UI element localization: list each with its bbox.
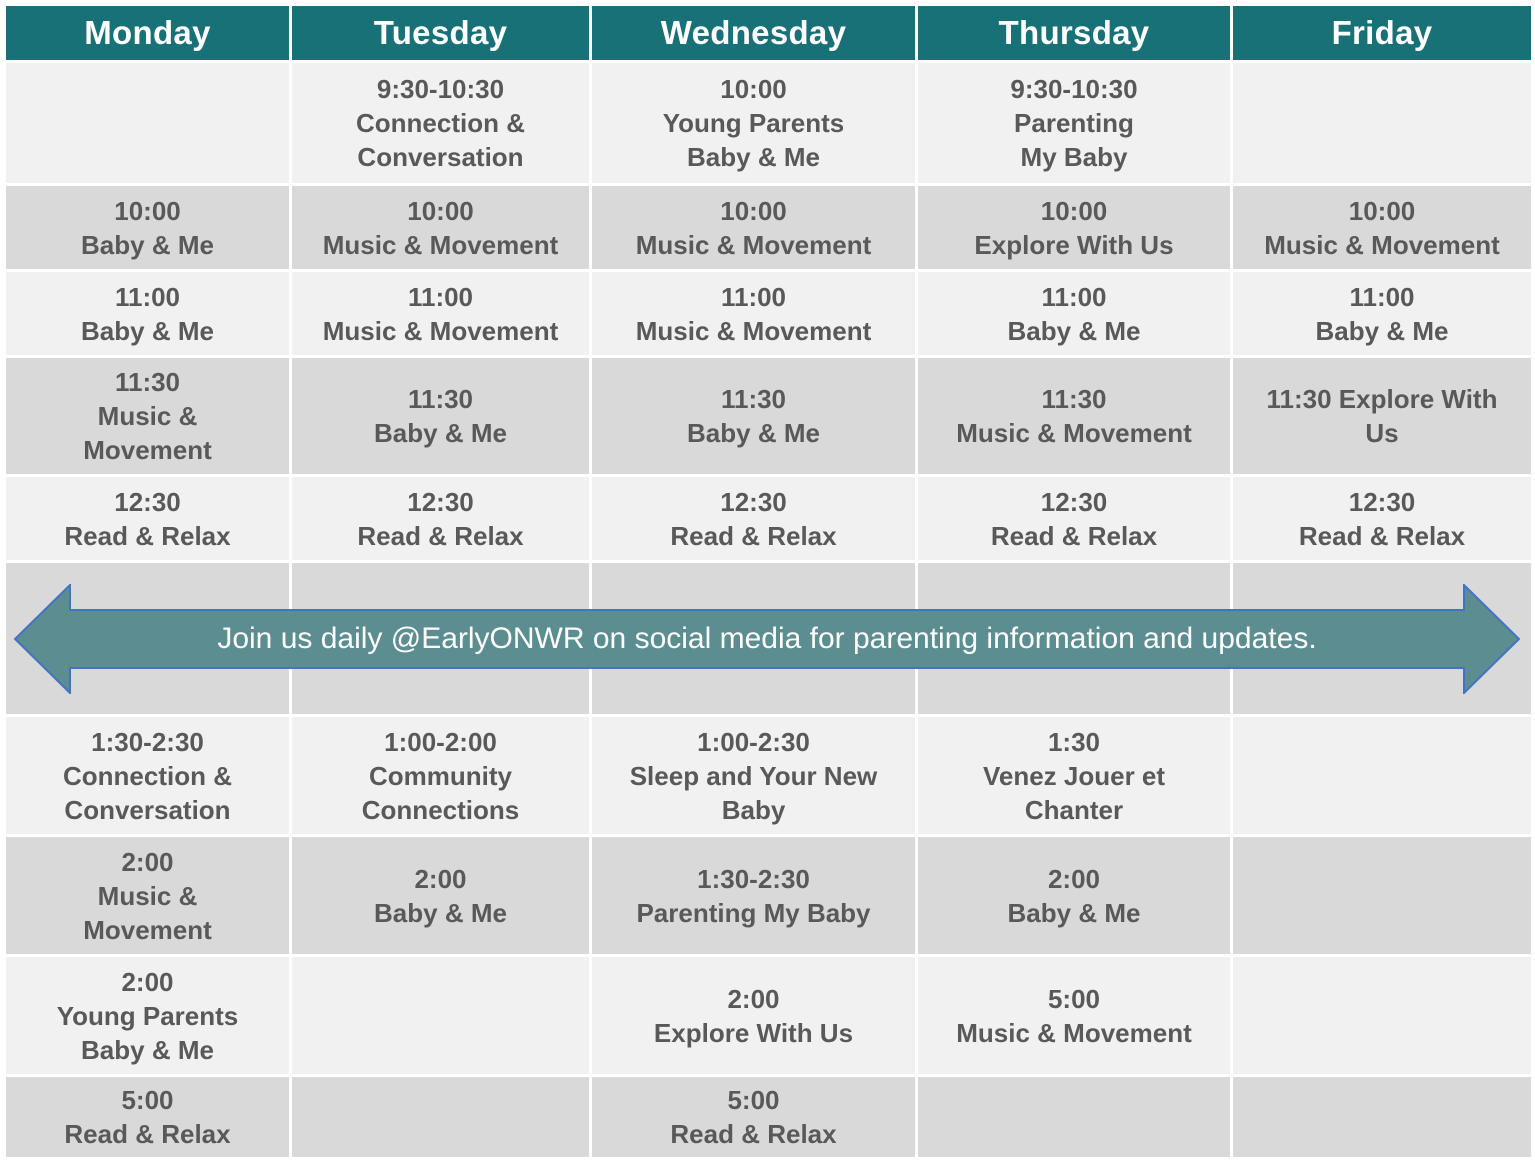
cell-text: 2:00 Music & Movement [83, 846, 212, 945]
schedule-cell [592, 186, 918, 272]
schedule-cell [918, 272, 1233, 358]
cell-text: 10:00 Music & Movement [635, 195, 872, 260]
schedule-cell [1233, 358, 1531, 477]
schedule-cell [292, 63, 592, 186]
schedule-cell [6, 358, 292, 477]
day-header-wednesday: Wednesday [592, 6, 918, 63]
schedule-cell [918, 63, 1233, 186]
cell-text: 9:30-10:30 Parenting My Baby [1010, 74, 1138, 172]
schedule-cell [292, 957, 592, 1077]
day-header-monday: Monday [6, 6, 292, 63]
cell-text: 9:30-10:30 Connection & Conversation [356, 74, 525, 172]
schedule-cell [1233, 837, 1531, 957]
day-header-friday: Friday [1233, 6, 1531, 63]
cell-text: 5:00 Read & Relax [670, 1085, 837, 1149]
schedule-row [6, 63, 1531, 186]
cell-text: 11:00 Baby & Me [81, 281, 214, 346]
schedule-row [6, 358, 1531, 477]
schedule-table [6, 6, 1531, 1160]
schedule-cell [6, 186, 292, 272]
schedule-row [6, 717, 1531, 837]
cell-text: 10:00 Explore With Us [974, 195, 1174, 260]
schedule-cell [1233, 186, 1531, 272]
schedule-cell [1233, 272, 1531, 358]
schedule-row [6, 837, 1531, 957]
cell-text: 10:00 Music & Movement [322, 195, 559, 260]
cell-text: 12:30 Read & Relax [357, 486, 524, 551]
cell-text: 1:30 Venez Jouer et Chanter [982, 726, 1166, 825]
schedule-cell [592, 717, 918, 837]
schedule-cell [292, 837, 592, 957]
schedule-cell [592, 1077, 918, 1160]
schedule-cell [6, 1077, 292, 1160]
cell-text: 5:00 Read & Relax [64, 1085, 231, 1149]
schedule-cell [6, 717, 292, 837]
day-header-tuesday: Tuesday [292, 6, 592, 63]
cell-text: 11:00 Music & Movement [635, 281, 872, 346]
cell-text: 10:00 Young Parents Baby & Me [662, 74, 845, 172]
cell-text: 12:30 Read & Relax [670, 486, 837, 551]
cell-text: 5:00 Music & Movement [956, 983, 1192, 1048]
schedule-row [6, 957, 1531, 1077]
cell-text: 11:30 Music & Movement [83, 367, 212, 465]
schedule-cell [6, 837, 292, 957]
schedule-cell [292, 717, 592, 837]
cell-text: 11:00 Baby & Me [1007, 281, 1141, 346]
schedule-cell [1233, 717, 1531, 837]
cell-text: 11:00 Music & Movement [322, 281, 559, 346]
schedule-row [6, 477, 1531, 563]
cell-text: 11:30 Explore With Us [1266, 384, 1498, 448]
schedule-cell [918, 186, 1233, 272]
schedule-cell [292, 477, 592, 563]
cell-text: 2:00 Baby & Me [1007, 863, 1141, 928]
schedule-cell [292, 1077, 592, 1160]
header-row [6, 6, 1531, 63]
cell-text: 11:30 Music & Movement [956, 384, 1192, 448]
cell-text: 1:00-2:30 Sleep and Your New Baby [629, 726, 878, 825]
schedule-cell [292, 186, 592, 272]
schedule-cell [918, 1077, 1233, 1160]
schedule-cell [918, 957, 1233, 1077]
cell-text: 12:30 Read & Relax [64, 486, 231, 551]
schedule-cell [592, 957, 918, 1077]
day-header-thursday: Thursday [918, 6, 1233, 63]
schedule-row [6, 1077, 1531, 1160]
cell-text: 2:00 Explore With Us [653, 983, 854, 1048]
schedule-cell [292, 358, 592, 477]
schedule-cell [592, 837, 918, 957]
cell-text: 10:00 Music & Movement [1264, 195, 1500, 260]
social-media-banner [14, 584, 1520, 694]
schedule-cell [918, 477, 1233, 563]
schedule-cell [1233, 957, 1531, 1077]
cell-text: 1:30-2:30 Connection & Conversation [63, 726, 232, 825]
cell-text: 11:30 Baby & Me [687, 384, 820, 448]
schedule-cell [6, 477, 292, 563]
schedule-cell [292, 272, 592, 358]
schedule-cell [592, 63, 918, 186]
schedule-cell [6, 63, 292, 186]
schedule-row [6, 186, 1531, 272]
cell-text: 1:30-2:30 Parenting My Baby [636, 863, 871, 928]
cell-text: 11:30 Baby & Me [374, 384, 507, 448]
schedule-cell [592, 358, 918, 477]
schedule-row [6, 272, 1531, 358]
schedule-cell [918, 717, 1233, 837]
schedule-cell [1233, 63, 1531, 186]
schedule-cell [918, 358, 1233, 477]
schedule-cell [918, 837, 1233, 957]
schedule-cell [6, 957, 292, 1077]
cell-text: 11:00 Baby & Me [1315, 281, 1449, 346]
schedule-cell [1233, 1077, 1531, 1160]
cell-text: 12:30 Read & Relax [1298, 486, 1466, 551]
banner-text: Join us daily @EarlyONWR on social media for parenting information and updates. [217, 622, 1317, 655]
cell-text: 2:00 Young Parents Baby & Me [56, 966, 239, 1065]
cell-text: 10:00 Baby & Me [81, 195, 214, 260]
schedule-cell [1233, 477, 1531, 563]
cell-text: 12:30 Read & Relax [990, 486, 1158, 551]
schedule-cell [592, 477, 918, 563]
cell-text: 1:00-2:00 Community Connections [361, 726, 520, 825]
cell-text: 2:00 Baby & Me [374, 863, 507, 928]
schedule-cell [6, 272, 292, 358]
schedule-cell [592, 272, 918, 358]
